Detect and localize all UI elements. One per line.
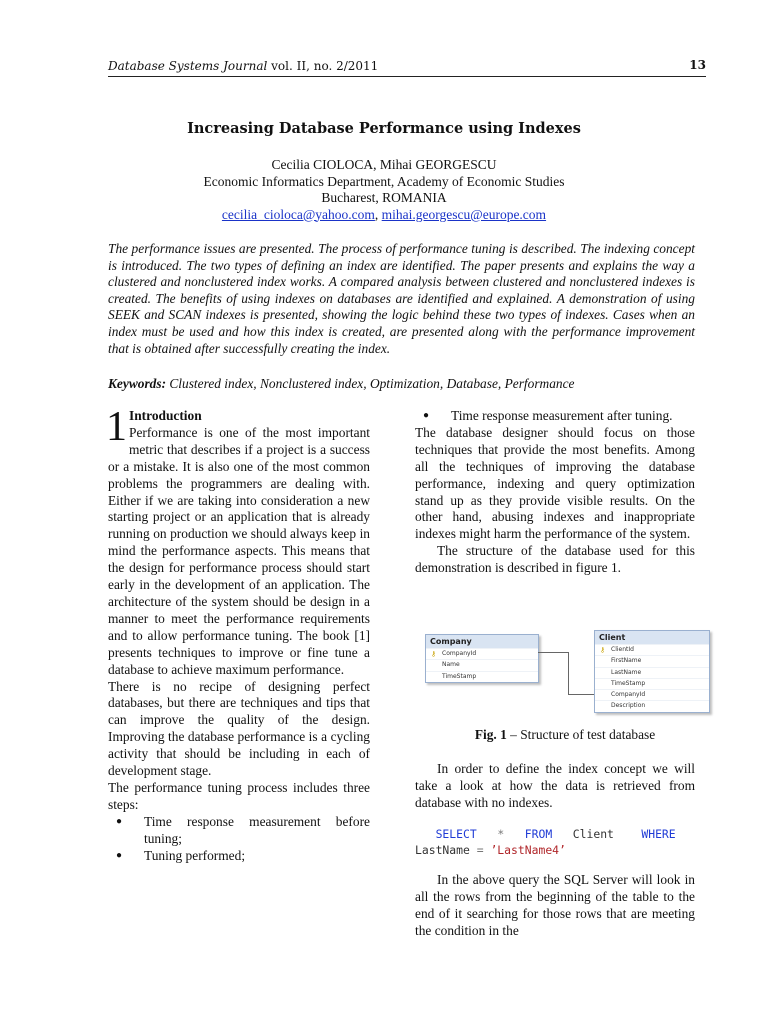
table-title: Company (426, 635, 538, 648)
journal-volume: vol. II, no. 2/2011 (267, 59, 379, 73)
author-location: Bucharest, ROMANIA (321, 190, 447, 205)
column-name: FirstName (611, 657, 642, 665)
sql-column: LastName (415, 843, 470, 857)
intro-paragraph-1 (106, 404, 370, 679)
table-column-row (595, 678, 709, 689)
right-paragraph-1: The database designer should focus on those techniques that provide the most benefits. Among all the techniques of improving the database performance, indexing and query optimization stand up as they provide visible results. On the other hand, abusing indexes and inappropriate indexes might harm the performance of the system. (415, 424, 695, 542)
table-column-row (595, 655, 709, 666)
column-name: Name (442, 661, 460, 669)
figure-caption-text: – Structure of test database (506, 727, 656, 742)
key-icon: ⚷ (600, 646, 606, 654)
email-link-2[interactable]: mihai.georgescu@europe.com (381, 206, 547, 222)
list-item (415, 408, 695, 425)
sql-keyword: WHERE (641, 827, 676, 841)
page-number: 13 (689, 58, 706, 72)
column-name: LastName (611, 668, 642, 676)
intro-paragraph-3: The performance tuning process includes three steps: (108, 779, 370, 812)
list-item-text: Tuning performed; (144, 847, 246, 863)
journal-citation (108, 59, 378, 73)
right-column-middle (415, 761, 695, 812)
relationship-line (568, 652, 569, 694)
column-name: TimeStamp (442, 672, 477, 680)
running-header (108, 58, 706, 77)
right-paragraph-4: In the above query the SQL Server will look in all the rows from the beginning of the table to the end of it searching for those rows that are meeting the condition in the (415, 872, 695, 938)
tuning-steps-list-continued (415, 408, 695, 425)
author-emails (0, 207, 768, 224)
keywords-label: Keywords: (108, 376, 167, 391)
list-item (108, 814, 370, 848)
sql-table: Client (572, 827, 614, 841)
keywords (108, 376, 695, 392)
list-item-text: Time response measurement after tuning. (451, 408, 673, 423)
key-icon: ⚷ (431, 650, 437, 658)
column-name: CompanyId (442, 650, 477, 657)
email-link-1[interactable]: cecilia_cioloca@yahoo.com (221, 206, 375, 222)
table-column-row (595, 667, 709, 678)
bullet-icon: ● (116, 815, 123, 827)
left-column (106, 404, 370, 864)
keywords-text: Clustered index, Nonclustered index, Optimization, Database, Performance (166, 376, 575, 391)
sql-keyword: SELECT (435, 827, 477, 841)
database-diagram (420, 630, 713, 720)
code-line-2 (415, 842, 705, 858)
intro-paragraph-2: There is no recipe of designing perfect databases, but there are techniques and tips that can improve the quality of the design. Improving the database performance is a cycling activity that should be including in each of development stage. (108, 678, 370, 779)
abstract: The performance issues are presented. The process of performance tuning is described. The indexing concept is introduced. The two types of defining an index are identified. The paper presents and explains the way a clustered and nonclustered index works. A compared analysis between clustered and nonclustered indexes is created. The benefits of using indexes on databases are identified and explained. A demonstration of using SEEK and SCAN indexes is presented, showing the logic behind these two types of indexes. Cases when an index must be used and how this index is created, are presented along with the performance improvement that is obtained after successfully creating the index. (108, 241, 695, 356)
sql-string: ’LastName4’ (490, 843, 566, 857)
code-line-1 (415, 826, 705, 842)
table-title: Client (595, 631, 709, 644)
right-paragraph-2: The structure of the database used for this demonstration is described in figure 1. (415, 543, 695, 576)
column-name: TimeStamp (611, 679, 646, 687)
journal-name: Database Systems Journal (108, 59, 268, 73)
sql-operator: * (497, 827, 505, 841)
sql-operator: = (476, 843, 484, 857)
figure-label: Fig. 1 (474, 727, 507, 742)
table-column-row (426, 659, 538, 670)
sql-keyword: FROM (524, 827, 553, 841)
table-column-row (595, 644, 709, 655)
table-column-row (426, 648, 538, 659)
table-column-row (595, 700, 709, 711)
section-heading: Introduction (129, 408, 202, 423)
author-affiliation: Economic Informatics Department, Academy of Economic Studies (203, 173, 565, 189)
author-names: Cecilia CIOLOCA, Mihai GEORGESCU (271, 157, 497, 172)
relationship-line (538, 652, 568, 653)
right-column-top (415, 408, 695, 577)
bullet-icon: ● (423, 410, 430, 421)
client-table (594, 630, 710, 713)
table-column-row (426, 671, 538, 682)
author-block (0, 157, 768, 223)
section-number: 1 (106, 404, 127, 450)
sql-code-block (415, 826, 705, 858)
column-name: CompanyId (611, 691, 646, 699)
column-name: Description (611, 702, 646, 710)
right-column-bottom (415, 872, 695, 940)
table-column-row (595, 689, 709, 700)
intro-text-1: Performance is one of the most important metric that describes if a project is a success or a mistake. It is also one of the most common problems the programmers are dealing with. Either if we are taking into consideration a new starting project or an application that is already running on production we should always keep in mind the performance aspects. This means that the design for performance process should start early in the development of an application. The architecture of the system should be design in a manner to meet the performance requirements and to allow performance tuning. The book [1] presents techniques to improve or fine tune a database to achieve maximum performance. (108, 424, 370, 677)
figure-caption (415, 727, 715, 743)
company-table (425, 634, 539, 683)
paper-title: Increasing Database Performance using Indexes (187, 120, 581, 137)
bullet-icon: ● (116, 849, 123, 861)
tuning-steps-list (108, 814, 370, 865)
right-paragraph-3: In order to define the index concept we will take a look at how the data is retrieved from database with no indexes. (415, 761, 695, 810)
relationship-line (568, 694, 594, 695)
list-item (108, 848, 370, 865)
email-separator: , (374, 206, 382, 222)
column-name: ClientId (611, 646, 634, 653)
list-item-text: Time response measurement before tuning; (144, 813, 370, 846)
